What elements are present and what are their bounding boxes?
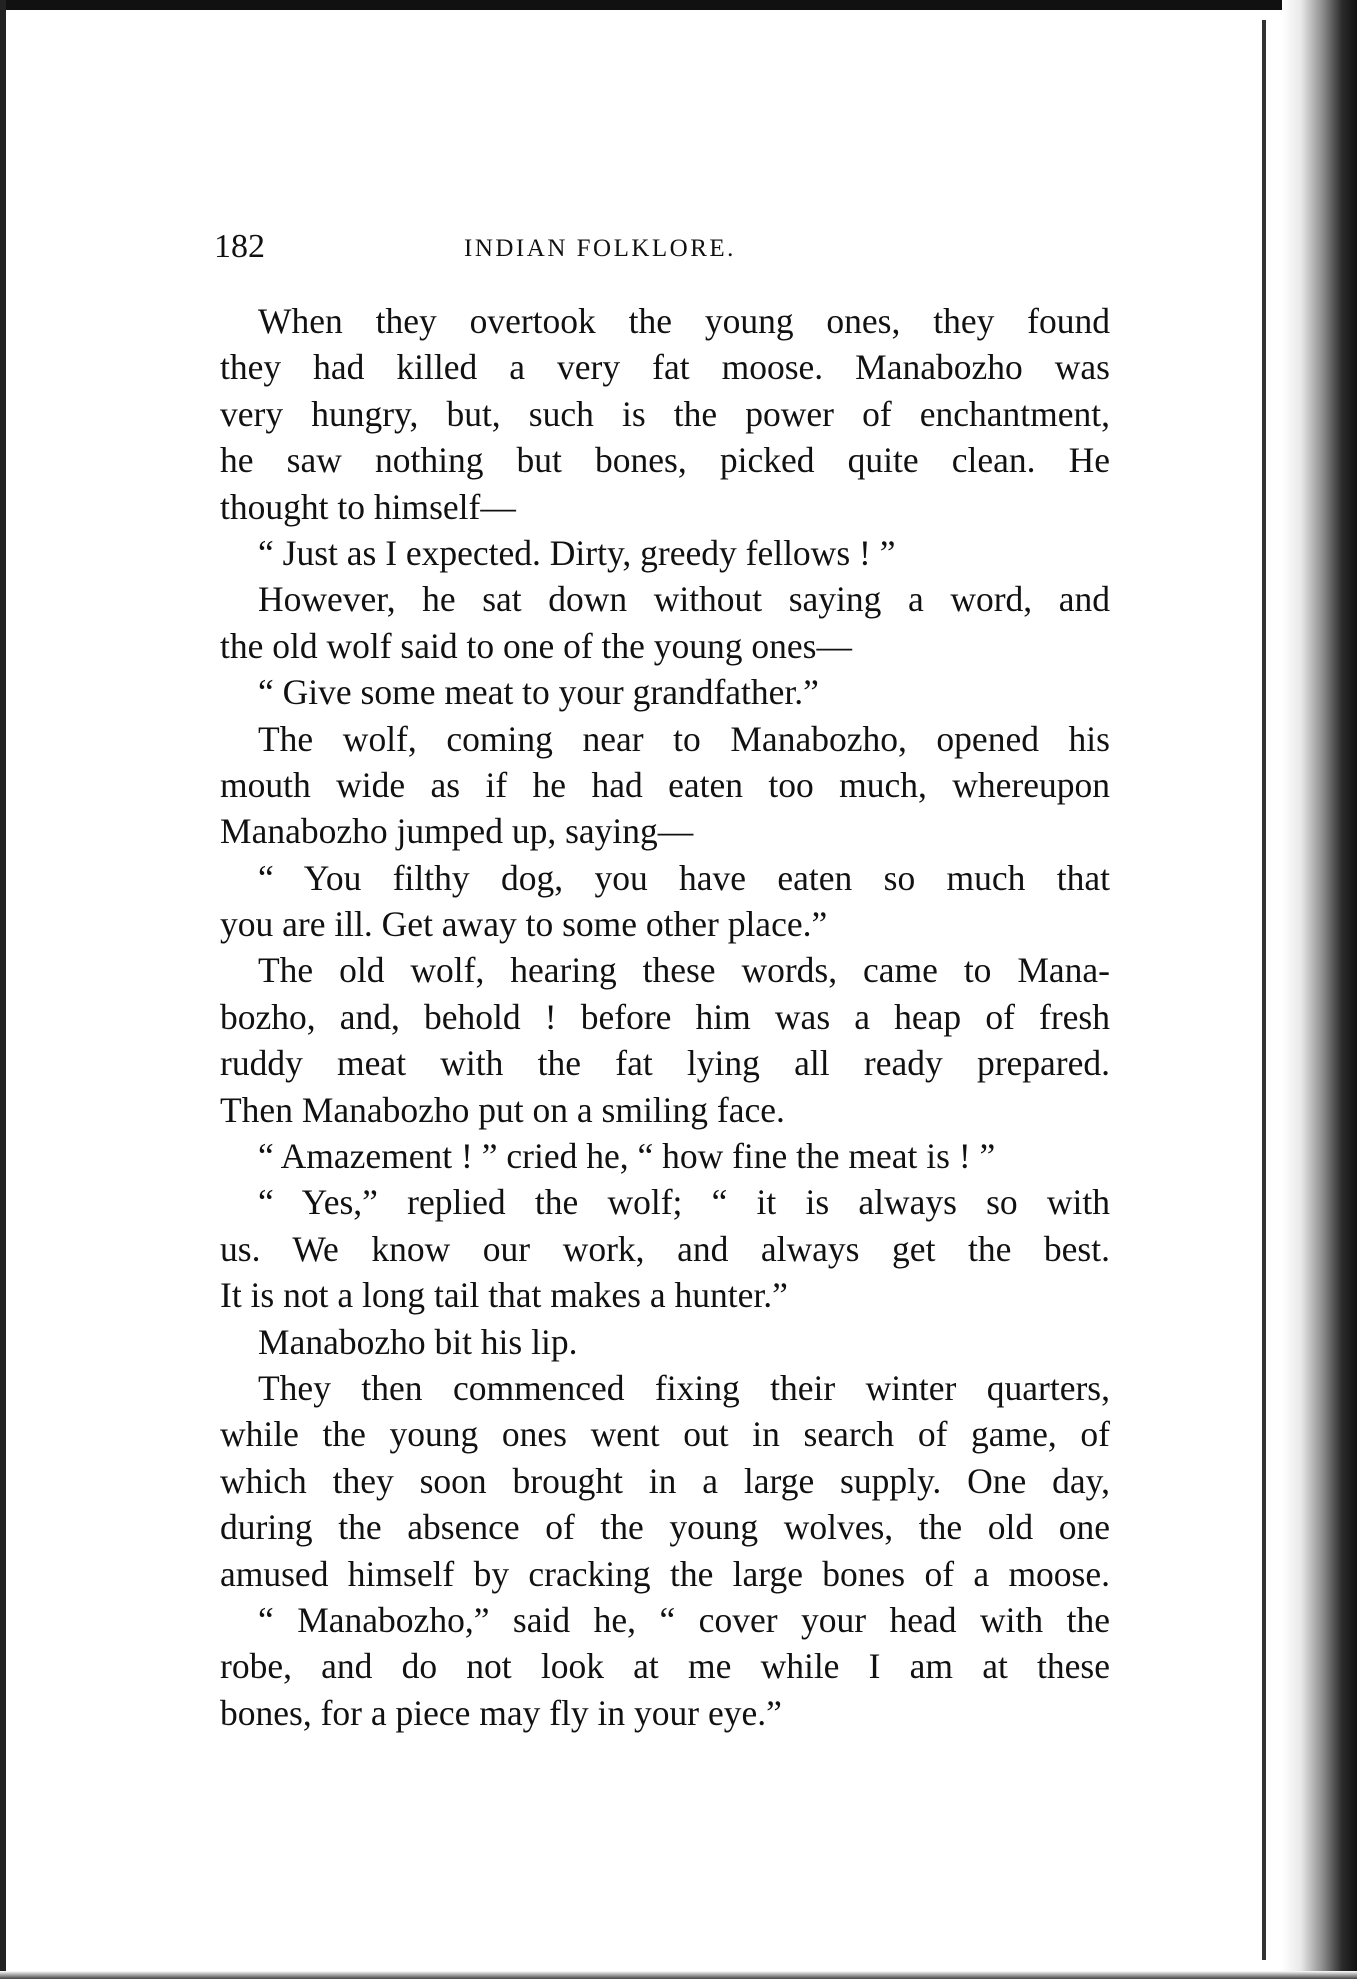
text-line: us. We know our work, and always get the best. <box>220 1228 1110 1269</box>
text-line: The wolf, coming near to Manabozho, opened his <box>258 718 1110 759</box>
text-line: they had killed a very fat moose. Manabozho was <box>220 347 1110 388</box>
text-line: Manabozho bit his lip. <box>258 1321 578 1362</box>
text-line: which they soon brought in a large supply. One day, <box>220 1460 1110 1501</box>
text-line: When they overtook the young ones, they found <box>258 301 1110 341</box>
text-line: bones, for a piece may fly in your eye.” <box>220 1692 782 1733</box>
text-line: thought to himself— <box>220 486 516 527</box>
text-line: “ You filthy dog, you have eaten so much that <box>258 857 1110 898</box>
text-line: The old wolf, hearing these words, came to Mana- <box>258 950 1110 991</box>
text-line: amused himself by cracking the large bones of a moose. <box>220 1553 1110 1594</box>
text-line: very hungry, but, such is the power of enchantment, <box>220 393 1110 434</box>
body-text <box>220 298 1110 1736</box>
text-line: you are ill. Get away to some other place.” <box>220 904 828 945</box>
text-line: “ Manabozho,” said he, “ cover your head with the <box>258 1599 1110 1640</box>
text-line: Then Manabozho put on a smiling face. <box>220 1089 785 1130</box>
text-line: “ Yes,” replied the wolf; “ it is always so with <box>258 1182 1110 1223</box>
text-line: the old wolf said to one of the young ones— <box>220 625 852 666</box>
text-line: he saw nothing but bones, picked quite clean. He <box>220 440 1110 481</box>
text-line: bozho, and, behold ! before him was a heap of fresh <box>220 996 1110 1037</box>
page-header <box>214 222 1114 272</box>
text-line: “ Amazement ! ” cried he, “ how fine the meat is ! ” <box>258 1136 996 1177</box>
text-line: during the absence of the young wolves, the old one <box>220 1507 1110 1548</box>
text-line: while the young ones went out in search of game, of <box>220 1414 1110 1455</box>
text-line: ruddy meat with the fat lying all ready prepared. <box>220 1043 1110 1084</box>
page-number: 182 <box>214 228 265 265</box>
text-line: “ Just as I expected. Dirty, greedy fellows ! ” <box>258 532 896 573</box>
text-line: It is not a long tail that makes a hunter.” <box>220 1275 788 1316</box>
text-line: However, he sat down without saying a word, and <box>258 579 1110 620</box>
text-line: Manabozho jumped up, saying— <box>220 811 694 852</box>
text-line: They then commenced fixing their winter quarters, <box>258 1367 1110 1408</box>
running-head: INDIAN FOLKLORE. <box>464 235 736 262</box>
text-line: “ Give some meat to your grandfather.” <box>258 672 819 713</box>
text-line: robe, and do not look at me while I am at these <box>220 1646 1110 1687</box>
text-line: mouth wide as if he had eaten too much, whereupon <box>220 764 1110 805</box>
